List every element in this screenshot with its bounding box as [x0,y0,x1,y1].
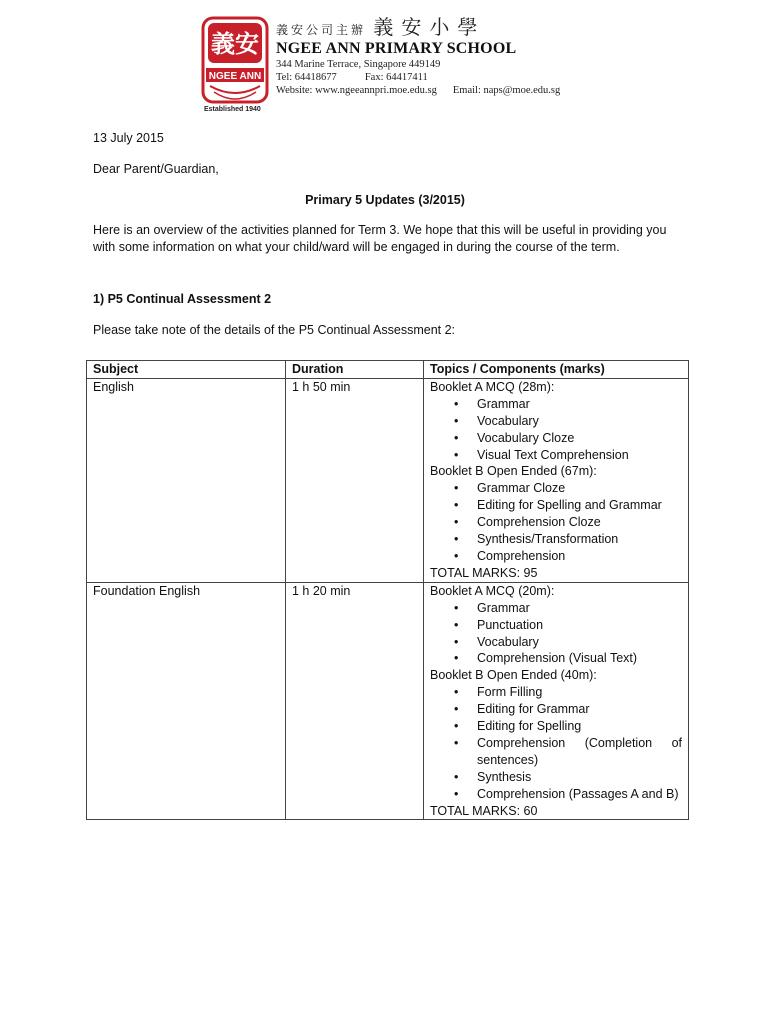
booklet-a-label: Booklet A MCQ (28m): [430,379,555,394]
list-item: • Form Filling [430,684,682,701]
list-item: • Comprehension Cloze [430,514,682,531]
duration-cell: 1 h 20 min [286,582,424,820]
header-duration: Duration [286,361,424,379]
section-heading: 1) P5 Continual Assessment 2 [93,292,272,306]
list-item: • Synthesis/Transformation [430,531,682,548]
table-header-row [87,361,689,379]
fax-number: Fax: 64417411 [364,72,428,83]
total-marks: TOTAL MARKS: 60 [430,803,538,818]
list-item: • Visual Text Comprehension [430,447,682,464]
list-item: • Comprehension (Passages A and B) [430,786,682,803]
table-row [87,582,689,820]
header-subject: Subject [87,361,286,379]
tel-number: Tel: 64418677 [276,72,337,83]
letter-date: 13 July 2015 [93,131,164,145]
logo-chinese-text: 義安 [211,29,259,58]
logo-name-text: NGEE ANN [208,71,262,82]
list-item: • Vocabulary [430,413,682,430]
list-item: • Grammar [430,396,682,413]
assessment-table [86,360,689,820]
subject-cell: English [87,378,286,582]
contact-line [276,71,596,84]
assessment-note: Please take note of the details of the P5 Continual Assessment 2: [93,323,456,337]
list-item: • Editing for Spelling and Grammar [430,497,682,514]
list-item: • Synthesis [430,769,682,786]
school-logo [200,16,270,116]
booklet-b-label: Booklet B Open Ended (67m): [430,464,597,479]
booklet-a-list [430,600,682,668]
subject-cell: Foundation English [87,582,286,820]
total-marks: TOTAL MARKS: 95 [430,565,538,580]
established-text: Established 1940 [204,106,261,113]
letter-title: Primary 5 Updates (3/2015) [305,193,465,207]
school-address: 344 Marine Terrace, Singapore 449149 [276,59,441,70]
letterhead-text [276,16,596,97]
list-item-text: • Comprehension (Completion of [477,735,682,750]
booklet-b-list [430,684,682,802]
list-item: • Editing for Spelling [430,718,682,735]
booklet-b-list [430,480,682,565]
website: Website: www.ngeeannpri.moe.edu.sg [276,85,437,96]
chinese-sponsor: 義安公司主辦 [276,23,367,37]
letterhead [200,16,600,116]
chinese-school-name: 義安小學 [373,15,486,39]
list-item: • Grammar [430,600,682,617]
chinese-header [276,16,596,38]
intro-paragraph: Here is an overview of the activities planned for Term 3. We hope that this will be useful in providing you with some information on what your child/ward will be engaged in during the course of the term. [93,223,667,254]
list-item-continuation: sentences) [477,752,539,767]
list-item: • Vocabulary [430,634,682,651]
web-line [276,84,596,97]
header-topics: Topics / Components (marks) [424,361,689,379]
email: Email: naps@moe.edu.sg [452,85,561,96]
list-item [430,735,682,769]
topics-cell [424,378,689,582]
booklet-a-list [430,396,682,464]
booklet-b-label: Booklet B Open Ended (40m): [430,668,597,683]
topics-cell [424,582,689,820]
list-item: • Comprehension [430,548,682,565]
school-name: NGEE ANN PRIMARY SCHOOL [276,40,517,57]
list-item: • Punctuation [430,617,682,634]
list-item: • Comprehension (Visual Text) [430,650,682,667]
list-item: • Grammar Cloze [430,480,682,497]
table-row [87,378,689,582]
booklet-a-label: Booklet A MCQ (20m): [430,583,555,598]
list-item: • Editing for Grammar [430,701,682,718]
list-item: • Vocabulary Cloze [430,430,682,447]
salutation: Dear Parent/Guardian, [93,162,219,176]
duration-cell: 1 h 50 min [286,378,424,582]
